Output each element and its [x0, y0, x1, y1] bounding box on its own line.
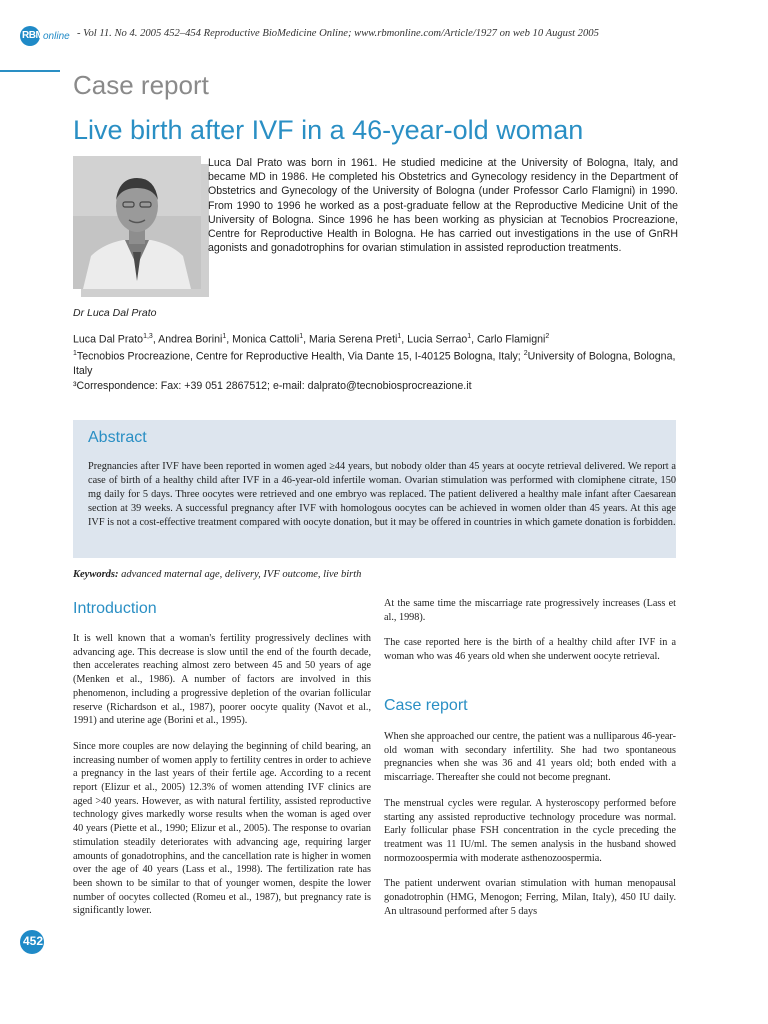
author-sup: 1 — [467, 333, 472, 340]
logo-rbm-text: RBM — [22, 30, 44, 41]
author-photo — [73, 156, 201, 289]
author-affiliations — [73, 347, 683, 379]
journal-logo — [20, 26, 74, 46]
case-paragraph-2: The menstrual cycles were regular. A hysteroscopy performed before starting any assisted reproductive technology procedure was normal. Early follicular phase FSH concentration in the cycle preceding the treatment was 11 IU/ml. The semen analysis in the husband showed normozoospermia with moderate asthenozoospermia. — [384, 797, 676, 864]
case-paragraph-1: When she approached our centre, the patient was a nulliparous 46-year-old woman with secondary infertility. She had two spontaneous pregnancies when she was 36 and 41 years old; both ended with a miscarriage. Thereafter she could not become pregnant. — [384, 731, 676, 784]
author-bio: Luca Dal Prato was born in 1961. He studied medicine at the University of Bologna, Italy, and became MD in 1986. He completed his Obstetrics and Gynecology residency in the Department of Obstetrics and Gynecology of the University of Bologna (under Professor Carlo Flamigni) in 1990. From 1990 to 1996 he worked as a post-graduate fellow at the Reproductive Medicine Unit of the University of Bologna. Since 1996 he has been working as physician at Tecnobios Procreazione, Centre for Reproductive Health in Bologna. He has carried out investigations in the use of GnRH agonists and gonadotrophins for ovarian stimulation in assisted reproduction treatments. — [208, 157, 678, 255]
author-name: Monica Cattoli — [232, 333, 300, 346]
author-list: Luca Dal Prato$^{1,3}$, Andrea Borini$^1$, Monica Cattoli$^1$, Maria Serena Preti$^1$, Lucia Serrao$^1$, Carlo Flamigni$^2$ — [73, 333, 550, 346]
author-sup: 2 — [545, 333, 550, 340]
page-number: 452 — [22, 934, 44, 948]
author-name: Maria Serena Preti — [309, 333, 398, 346]
photo-caption: Dr Luca Dal Prato — [73, 307, 157, 319]
logo-online-text: online — [43, 31, 70, 42]
case-paragraph-3: The patient underwent ovarian stimulation with human menopausal gonadotrophin (HMG, Menogon; Ferring, Milan, Italy), 450 IU daily. An ultrasound performed after 5 days — [384, 878, 676, 917]
abstract-heading: Abstract — [88, 429, 147, 446]
intro-paragraph-2: Since more couples are now delaying the beginning of child bearing, an increasing number of women apply to fertility centres in order to achieve a pregnancy in the last years of their fertile age. According to a recent report (Elizur et al., 2005) 12.3% of women attending IVF clinics are aged >40 years. However, as with natural fertility, assisted reproductive technology gives markedly worse results when the woman is aged over 40 years (Piette et al., 1990; Elizur et al., 2005). The response to ovarian stimulation steadily deteriorates with advancing age, requiring larger amounts of gonadotrophins, and the cancellation rate is higher in women over the age of 40 years (Lass et al., 1998). The fertilization rate has been shown to be similar to that of younger women, despite the lower number of oocytes collected (Romeu et al., 1987), but pregnancy rate is significantly lower. — [73, 740, 371, 917]
introduction-heading: Introduction — [73, 600, 157, 617]
author-name: Lucia Serrao — [407, 333, 468, 346]
article-title: Live birth after IVF in a 46-year-old woman — [73, 115, 584, 145]
abstract-text: Pregnancies after IVF have been reported in women aged ≥44 years, but nobody older than 45 years at oocyte retrieval delivered. We report a case of birth of a healthy child after IVF in a 46-year-old infertile woman. Ovarian stimulation was performed with clomiphene citrate, 150 mg daily for 5 days. Three oocytes were retrieved and one embryo was replaced. The patient delivered a healthy male infant after Caesarean section at 39 weeks. A successful pregnancy after IVF with homologous oocytes can be achieved in women older than 45 years. At this age IVF is not a cost-effective treatment compared with oocyte donation, but it may be offered in countries in which gamete donation is forbidden. — [88, 461, 676, 528]
left-column — [73, 632, 371, 930]
author-name: Andrea Borini — [158, 333, 223, 346]
author-name: Luca Dal Prato — [73, 333, 144, 346]
section-label: Case report — [73, 70, 209, 100]
intro-paragraph-3: At the same time the miscarriage rate progressively increases (Lass et al., 1998). — [384, 598, 676, 623]
keywords-text: advanced maternal age, delivery, IVF outcome, live birth — [121, 569, 362, 580]
author-sup: 1 — [397, 333, 402, 340]
journal-citation: - Vol 11. No 4. 2005 452–454 Reproductive BioMedicine Online; www.rbmonline.com/Article/1927 on web 10 August 2005 — [77, 28, 599, 39]
keywords-label: Keywords: — [73, 569, 119, 580]
author-sup: 1 — [222, 333, 227, 340]
affiliation-1: Tecnobios Procreazione, Centre for Reproductive Health, Via Dante 15, I-40125 Bologna, Italy; — [76, 350, 521, 363]
keywords — [73, 569, 361, 580]
affiliation-2: University of Bologna, Bologna, Italy — [73, 350, 676, 378]
header-rule — [0, 70, 60, 72]
author-portrait-image — [73, 156, 201, 289]
intro-paragraph-1: It is well known that a woman's fertility progressively declines with advancing age. This decrease is slow until the end of the fourth decade, then accelerates reaching almost zero between 45 and 50 years of age (Menken et al., 1986). A number of factors are involved in this phenomenon, including a progressive depletion of the ovarian follicular reserve (Richardson et al., 1987), poorer oocyte quality (Navot et al., 1991) and uterine age (Borini et al., 1995). — [73, 633, 371, 727]
correspondence: ³Correspondence: Fax: +39 051 2867512; e-mail: dalprato@tecnobiosprocreazione.it — [73, 379, 472, 392]
intro-paragraph-4: The case reported here is the birth of a healthy child after IVF in a woman who was 46 years old when she underwent oocyte retrieval. — [384, 637, 676, 663]
right-column-bottom — [384, 730, 676, 930]
author-sup: 1 — [299, 333, 304, 340]
case-report-heading: Case report — [384, 697, 468, 714]
affiliation-sup: 2 — [523, 350, 528, 358]
author-block — [73, 330, 683, 393]
author-name: Carlo Flamigni — [477, 333, 546, 346]
right-column-top — [384, 597, 676, 676]
author-sup: 1,3 — [143, 333, 153, 340]
affiliation-sup: 1 — [73, 350, 77, 358]
